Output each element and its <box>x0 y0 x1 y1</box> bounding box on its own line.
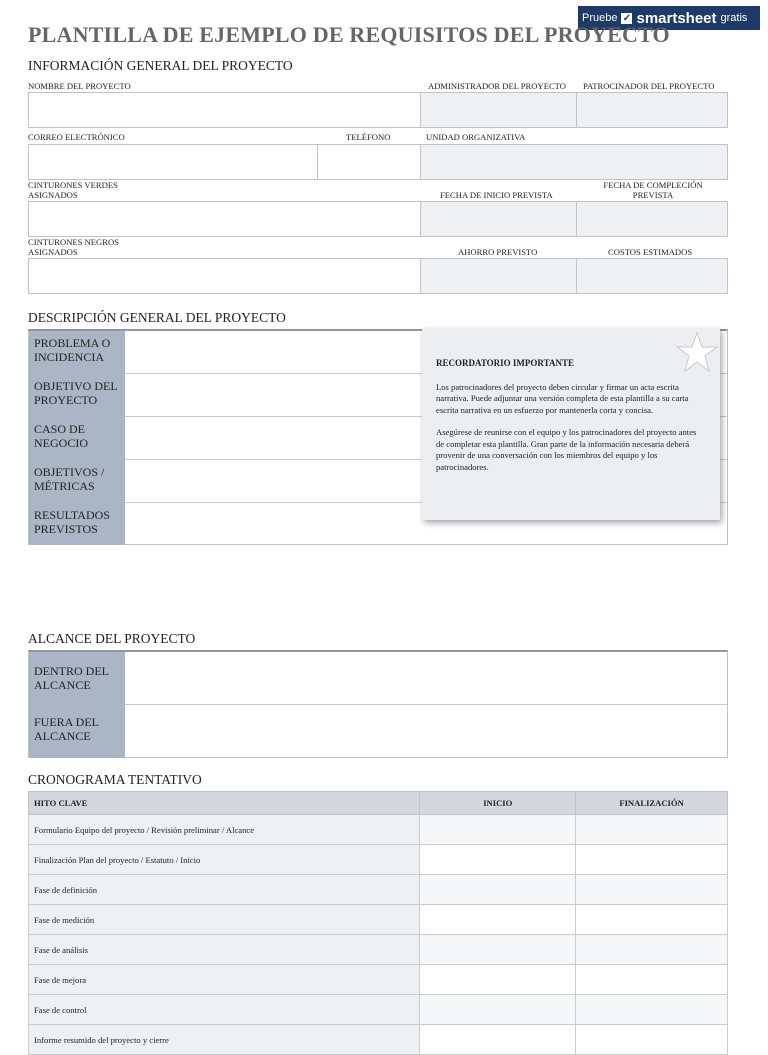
milestone-cell: Fase de medición <box>29 905 420 935</box>
overview-heading: INFORMACIÓN GENERAL DEL PROYECTO <box>28 58 293 73</box>
problem-label: PROBLEMA O INCIDENCIA <box>29 331 125 374</box>
reminder-title: RECORDATORIO IMPORTANTE <box>436 358 574 368</box>
end-cell[interactable] <box>576 935 728 965</box>
table-row <box>29 965 728 995</box>
milestone-cell: Informe resumido del proyecto y cierre <box>29 1025 420 1055</box>
milestone-cell: Fase de mejora <box>29 965 420 995</box>
scope-heading: ALCANCE DEL PROYECTO <box>28 631 196 646</box>
milestone-cell: Finalización Plan del proyecto / Estatuto / Inicio <box>29 845 420 875</box>
green-belts-label: CINTURONES VERDES ASIGNADOS <box>28 180 118 200</box>
end-cell[interactable] <box>576 905 728 935</box>
out-of-scope-field[interactable] <box>125 705 727 758</box>
banner-brand: smartsheet <box>636 9 717 27</box>
project-name-label: NOMBRE DEL PROYECTO <box>28 81 131 91</box>
schedule-table <box>28 791 728 1055</box>
results-label: RESULTADOS PREVISTOS <box>29 503 125 545</box>
end-cell[interactable] <box>576 1025 728 1055</box>
in-scope-label: DENTRO DEL ALCANCE <box>29 652 125 705</box>
org-unit-field[interactable] <box>420 144 728 180</box>
start-cell[interactable] <box>420 815 576 845</box>
table-row <box>29 845 728 875</box>
checkmark-icon: ✓ <box>622 12 632 24</box>
estimated-costs-label: COSTOS ESTIMADOS <box>608 247 693 257</box>
start-cell[interactable] <box>420 935 576 965</box>
end-cell[interactable] <box>576 845 728 875</box>
milestone-cell: Fase de control <box>29 995 420 1025</box>
col-start: INICIO <box>420 792 576 815</box>
end-cell[interactable] <box>576 815 728 845</box>
col-milestone: HITO CLAVE <box>29 792 420 815</box>
start-date-field[interactable] <box>420 201 577 237</box>
start-cell[interactable] <box>420 965 576 995</box>
end-cell[interactable] <box>576 965 728 995</box>
in-scope-field[interactable] <box>125 652 727 705</box>
project-admin-label: ADMINISTRADOR DEL PROYECTO <box>428 81 566 91</box>
star-icon <box>676 331 718 373</box>
green-belts-field[interactable] <box>28 201 421 237</box>
start-cell[interactable] <box>420 905 576 935</box>
expected-savings-label: AHORRO PREVISTO <box>458 247 538 257</box>
reminder-paragraph-1: Los patrocinadores del proyecto deben circular y firmar un acta escrita narrativa. Puede adjuntar una versión completa de esta plantilla a su carta escrita narrativa en un esfuerzo por mantenerla corta y concisa. <box>436 381 689 415</box>
start-cell[interactable] <box>420 1025 576 1055</box>
business-case-label: CASO DE NEGOCIO <box>29 417 125 460</box>
milestone-cell: Formulario Equipo del proyecto / Revisión preliminar / Alcance <box>29 815 420 845</box>
reminder-paragraph-2: Asegúrese de reunirse con el equipo y los patrocinadores del proyecto antes de completar esta plantilla. Gran parte de la información necesaria deberá provenir de una conversación con los miembros del equipo y los patrocinadores. <box>436 427 697 472</box>
email-field[interactable] <box>28 144 318 180</box>
table-row <box>29 935 728 965</box>
banner-post: gratis <box>720 12 748 24</box>
table-row <box>29 905 728 935</box>
page-title: PLANTILLA DE EJEMPLO DE REQUISITOS DEL PROYECTO <box>28 22 670 47</box>
phone-field[interactable] <box>317 144 421 180</box>
milestone-cell: Fase de análisis <box>29 935 420 965</box>
black-belts-field[interactable] <box>28 258 421 294</box>
start-date-label: FECHA DE INICIO PREVISTA <box>440 190 553 200</box>
start-cell[interactable] <box>420 845 576 875</box>
scope-table <box>28 650 728 758</box>
end-cell[interactable] <box>576 995 728 1025</box>
expected-savings-field[interactable] <box>420 258 577 294</box>
banner-pre: Pruebe <box>582 12 618 24</box>
schedule-header-row <box>29 792 728 815</box>
project-sponsor-field[interactable] <box>576 92 728 128</box>
project-name-field[interactable] <box>28 92 421 128</box>
completion-date-field[interactable] <box>576 201 728 237</box>
project-admin-field[interactable] <box>420 92 577 128</box>
end-cell[interactable] <box>576 875 728 905</box>
email-label: CORREO ELECTRÓNICO <box>28 132 125 142</box>
black-belts-label: CINTURONES NEGROS ASIGNADOS <box>28 237 119 257</box>
completion-date-label: FECHA DE COMPLECIÓN PREVISTA <box>603 180 703 200</box>
out-of-scope-label: FUERA DEL ALCANCE <box>29 705 125 758</box>
table-row <box>29 815 728 845</box>
table-row <box>29 1025 728 1055</box>
schedule-heading: CRONOGRAMA TENTATIVO <box>28 772 202 787</box>
col-end: FINALIZACIÓN <box>576 792 728 815</box>
project-sponsor-label: PATROCINADOR DEL PROYECTO <box>583 81 715 91</box>
milestone-cell: Fase de definición <box>29 875 420 905</box>
objective-label: OBJETIVO DEL PROYECTO <box>29 374 125 417</box>
start-cell[interactable] <box>420 875 576 905</box>
org-unit-label: UNIDAD ORGANIZATIVA <box>426 132 526 142</box>
table-row <box>29 995 728 1025</box>
estimated-costs-field[interactable] <box>576 258 728 294</box>
phone-label: TELÉFONO <box>346 132 391 142</box>
table-row <box>29 875 728 905</box>
metrics-label: OBJETIVOS / MÉTRICAS <box>29 460 125 503</box>
start-cell[interactable] <box>420 995 576 1025</box>
description-heading: DESCRIPCIÓN GENERAL DEL PROYECTO <box>28 310 286 325</box>
